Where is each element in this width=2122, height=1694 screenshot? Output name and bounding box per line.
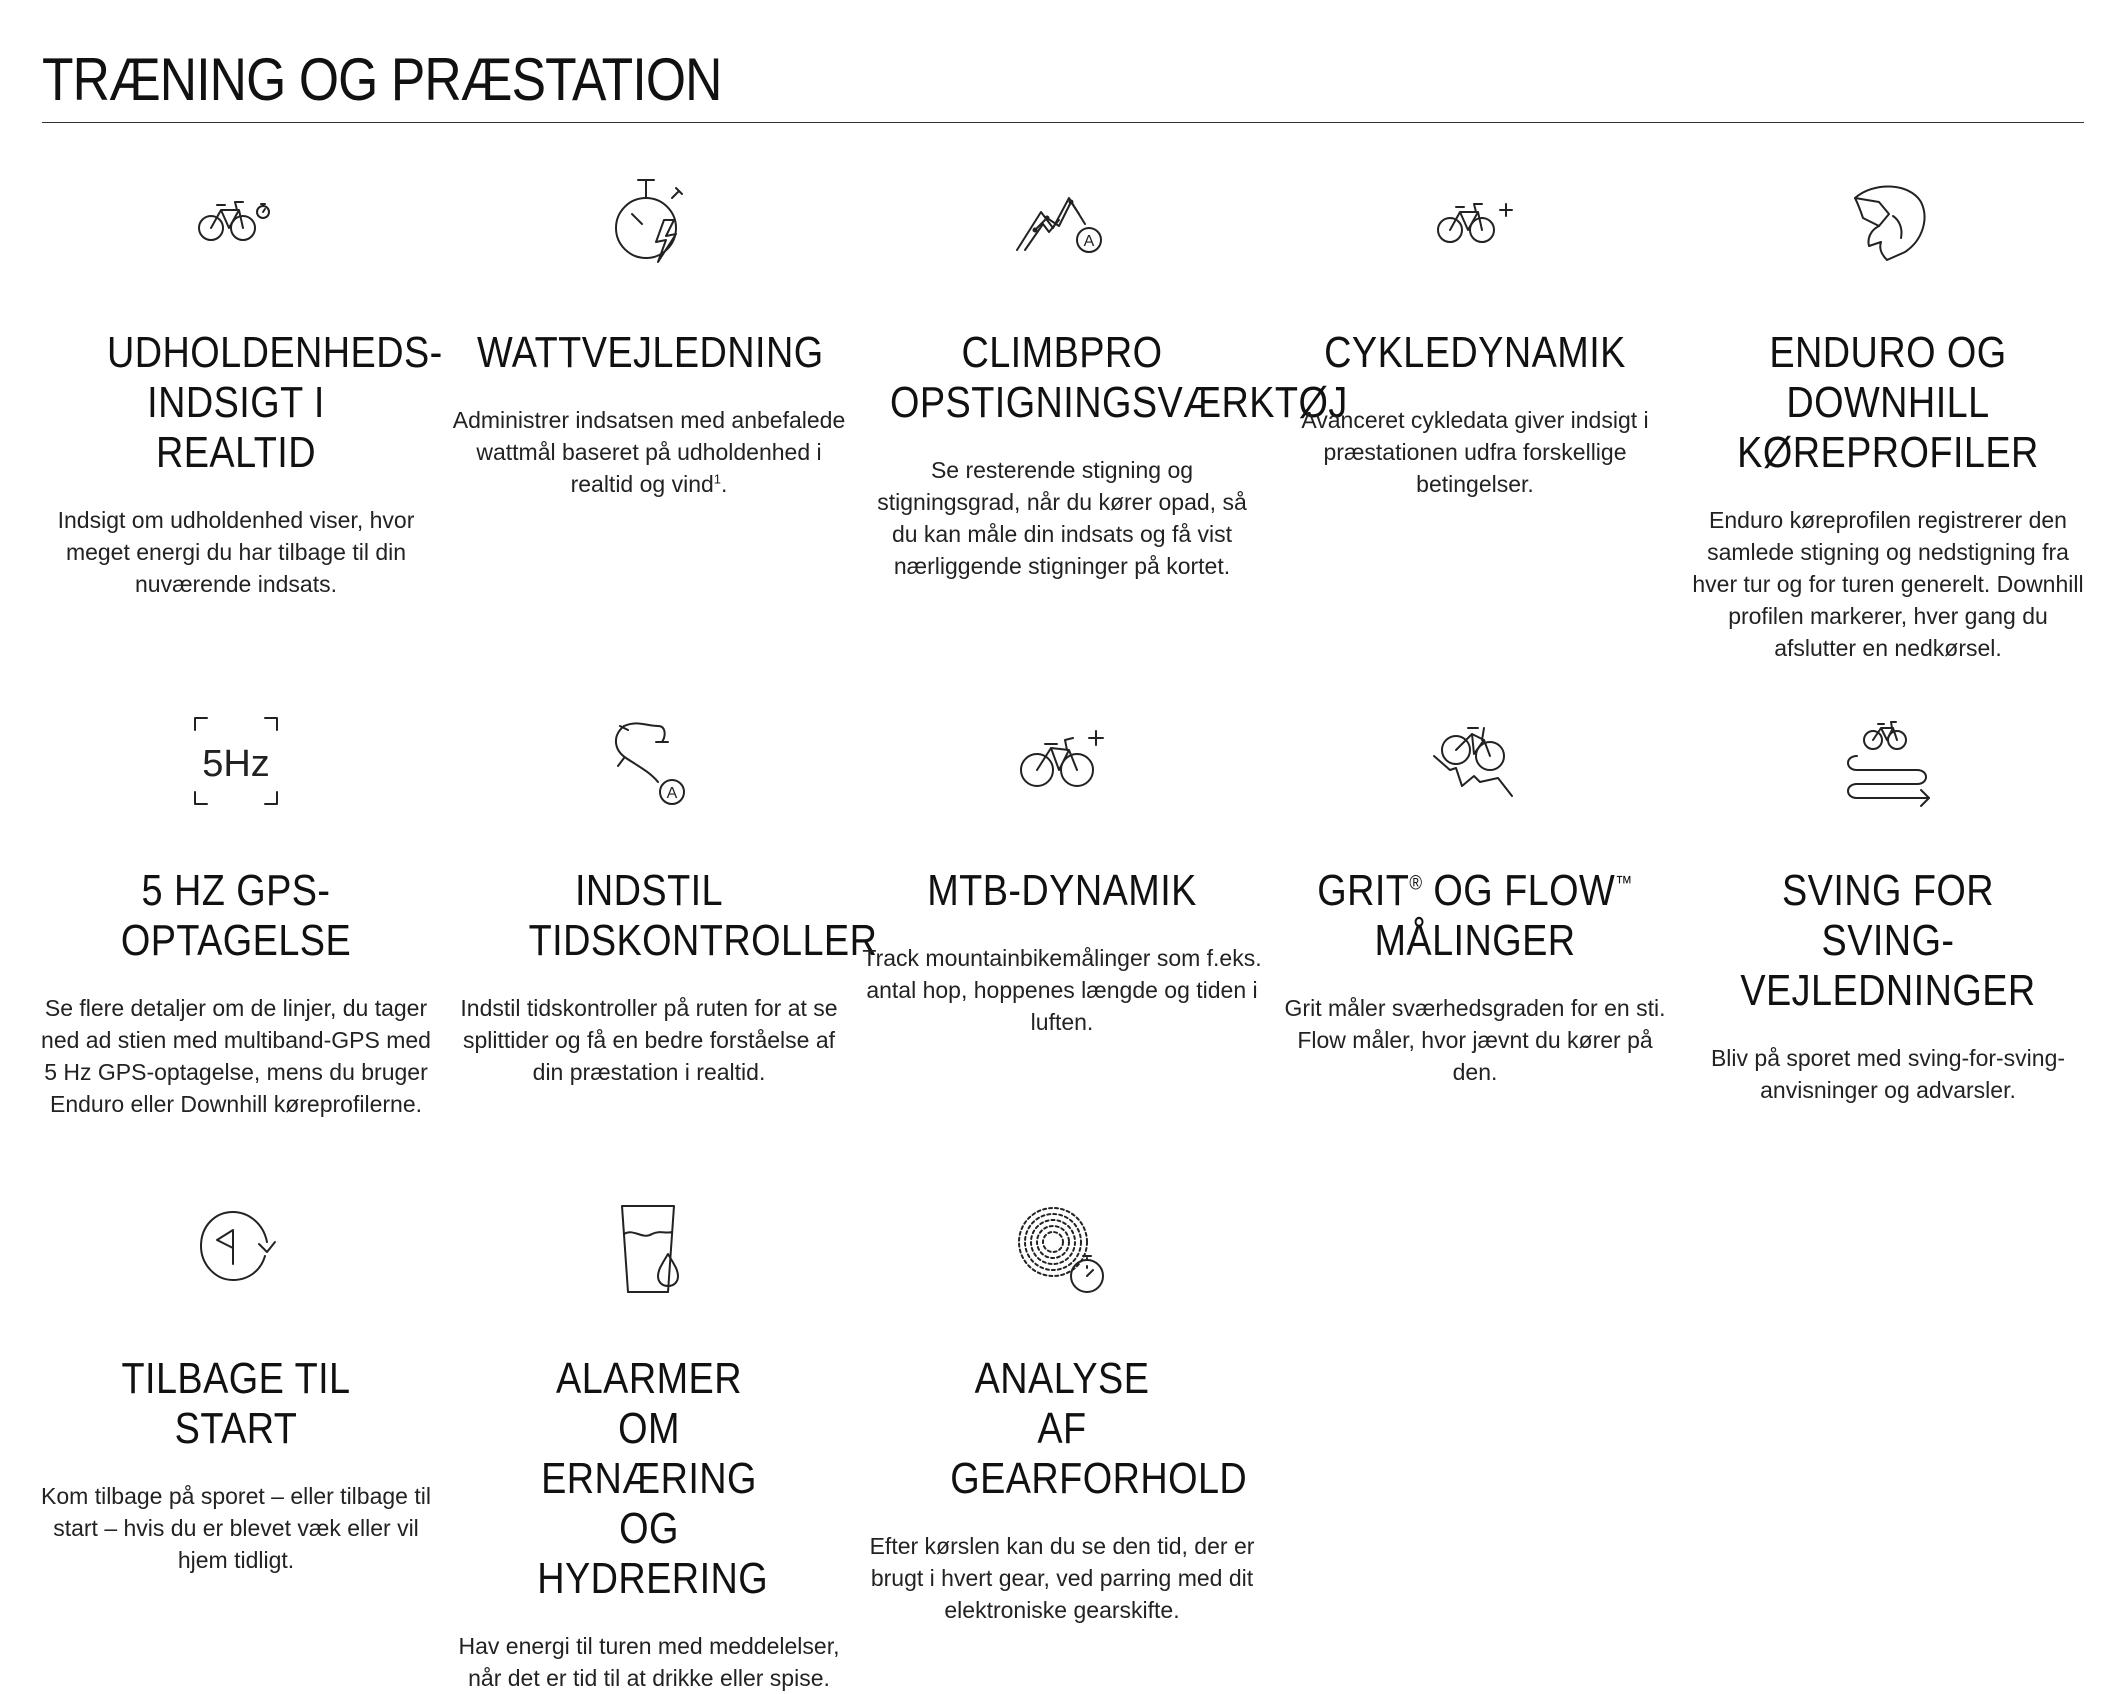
feature-back-to-start — [36, 1194, 436, 1576]
feature-description: Se flere detaljer om de linjer, du tager ned ad stien med multiband-GPS med 5 Hz GPS-optagelse, mens du bruger Enduro eller Downhill køreprofilerne. — [41, 995, 431, 1117]
feature-heading: ENDURO OG DOWNHILL KØREPROFILER — [1737, 328, 2039, 477]
feature-description: Bliv på sporet med sving-for-sving-anvisninger og advarsler. — [1710, 1045, 2066, 1103]
feature-description: Kom tilbage på sporet – eller tilbage til start – hvis du er blevet væk eller vil hjem tidligt. — [41, 1483, 431, 1573]
feature-description: Avanceret cykledata giver indsigt i præstationen udfra forskellige betingelser. — [1301, 407, 1649, 497]
feature-nutrition-hydration — [449, 1194, 849, 1694]
feature-description — [449, 404, 849, 500]
feature-time-checkpoints — [449, 706, 878, 1088]
feature-heading: CLIMBPRO OPSTIGNINGSVÆRKTØJ — [890, 328, 1348, 427]
bike-turn-arrow-icon — [1833, 706, 1943, 816]
glass-drop-icon — [594, 1194, 704, 1304]
heading-part: GRIT — [1317, 866, 1410, 915]
feature-heading: 5 HZ GPS-OPTAGELSE — [120, 866, 352, 965]
feature-climbpro — [862, 168, 1348, 582]
feature-heading: WATTVEJLEDNING — [477, 328, 824, 377]
feature-description: Grit måler sværhedsgraden for en sti. Flow måler, hvor jævnt du kører på den. — [1284, 995, 1666, 1085]
mountain-climb-icon — [1007, 168, 1117, 278]
route-segment-icon — [594, 706, 704, 816]
feature-description: Track mountainbikemålinger som f.eks. antal hop, hoppenes længde og tiden i luften. — [862, 945, 1262, 1035]
feature-heading — [1303, 866, 1647, 966]
gear-cassette-stopwatch-icon — [1007, 1194, 1117, 1304]
title-divider — [42, 122, 2084, 123]
feature-heading: CYKLEDYNAMIK — [1324, 328, 1626, 377]
heading-part: MÅLINGER — [1374, 916, 1576, 965]
feature-description: Enduro køreprofilen registrerer den samlede stigning og nedstigning fra hver tur og for turen generelt. Downhill profilen markerer, hver gang du afslutter en nedkørsel. — [1692, 507, 2084, 661]
svg-text:A: A — [666, 785, 678, 802]
helmet-icon — [1833, 168, 1943, 278]
feature-description: Se resterende stigning og stigningsgrad, når du kører opad, så du kan måle din indsats og få vist nærliggende stigninger på kortet. — [877, 457, 1247, 579]
feature-5hz-gps — [36, 706, 436, 1120]
feature-endurance-insight — [36, 168, 443, 600]
mtb-trail-icon — [1420, 706, 1530, 816]
feature-grit-flow — [1275, 706, 1675, 1088]
feature-heading: SVING FOR SVING-VEJLEDNINGER — [1740, 866, 2036, 1015]
feature-enduro-downhill — [1688, 168, 2088, 664]
5hz-label: 5Hz — [202, 743, 270, 785]
feature-cycling-dynamics — [1275, 168, 1675, 500]
feature-description: Hav energi til turen med meddelelser, når det er tid til at drikke eller spise. — [458, 1633, 840, 1691]
feature-heading: ANALYSE AF GEARFORHOLD — [950, 1354, 1248, 1503]
feature-description: Indsigt om udholdenhed viser, hvor meget energi du har tilbage til din nuværende indsats. — [57, 507, 415, 597]
feature-heading: TILBAGE TIL START — [121, 1354, 351, 1453]
heading-part: OG FLOW — [1422, 866, 1616, 915]
bike-plus-icon — [1420, 168, 1530, 278]
feature-heading: MTB-DYNAMIK — [927, 866, 1197, 915]
description-suffix: . — [721, 471, 728, 497]
feature-mtb-dynamics — [862, 706, 1262, 1038]
bike-stopwatch-icon — [181, 168, 291, 278]
registered-mark: ® — [1409, 872, 1423, 895]
feature-heading: ALARMER OM ERNÆRING OG HYDRERING — [537, 1354, 769, 1603]
svg-text:A: A — [1083, 233, 1095, 250]
trademark-mark: ™ — [1615, 872, 1633, 895]
feature-description: Efter kørslen kan du se den tid, der er brugt i hvert gear, ved parring med dit elektroniske gearskifte. — [869, 1533, 1255, 1623]
stopwatch-power-icon — [594, 168, 704, 278]
feature-heading: INDSTIL TIDSKONTROLLER — [528, 866, 878, 965]
description-text: Administrer indsatsen med anbefalede wattmål baseret på udholdenhed i realtid og vind — [452, 407, 846, 497]
feature-description: Indstil tidskontroller på ruten for at se splittider og få en bedre forståelse af din præstation i realtid. — [460, 995, 838, 1085]
5hz-gps-icon — [181, 706, 291, 816]
feature-gear-analysis — [862, 1194, 1262, 1626]
feature-power-guidance — [449, 168, 849, 500]
feature-heading: UDHOLDENHEDS-INDSIGT I REALTID — [107, 328, 443, 477]
footnote-marker: 1 — [713, 471, 722, 487]
feature-turn-by-turn — [1688, 706, 2088, 1106]
back-to-start-icon — [181, 1194, 291, 1304]
page-title: TRÆNING OG PRÆSTATION — [42, 46, 722, 113]
mtb-plus-icon — [1007, 706, 1117, 816]
